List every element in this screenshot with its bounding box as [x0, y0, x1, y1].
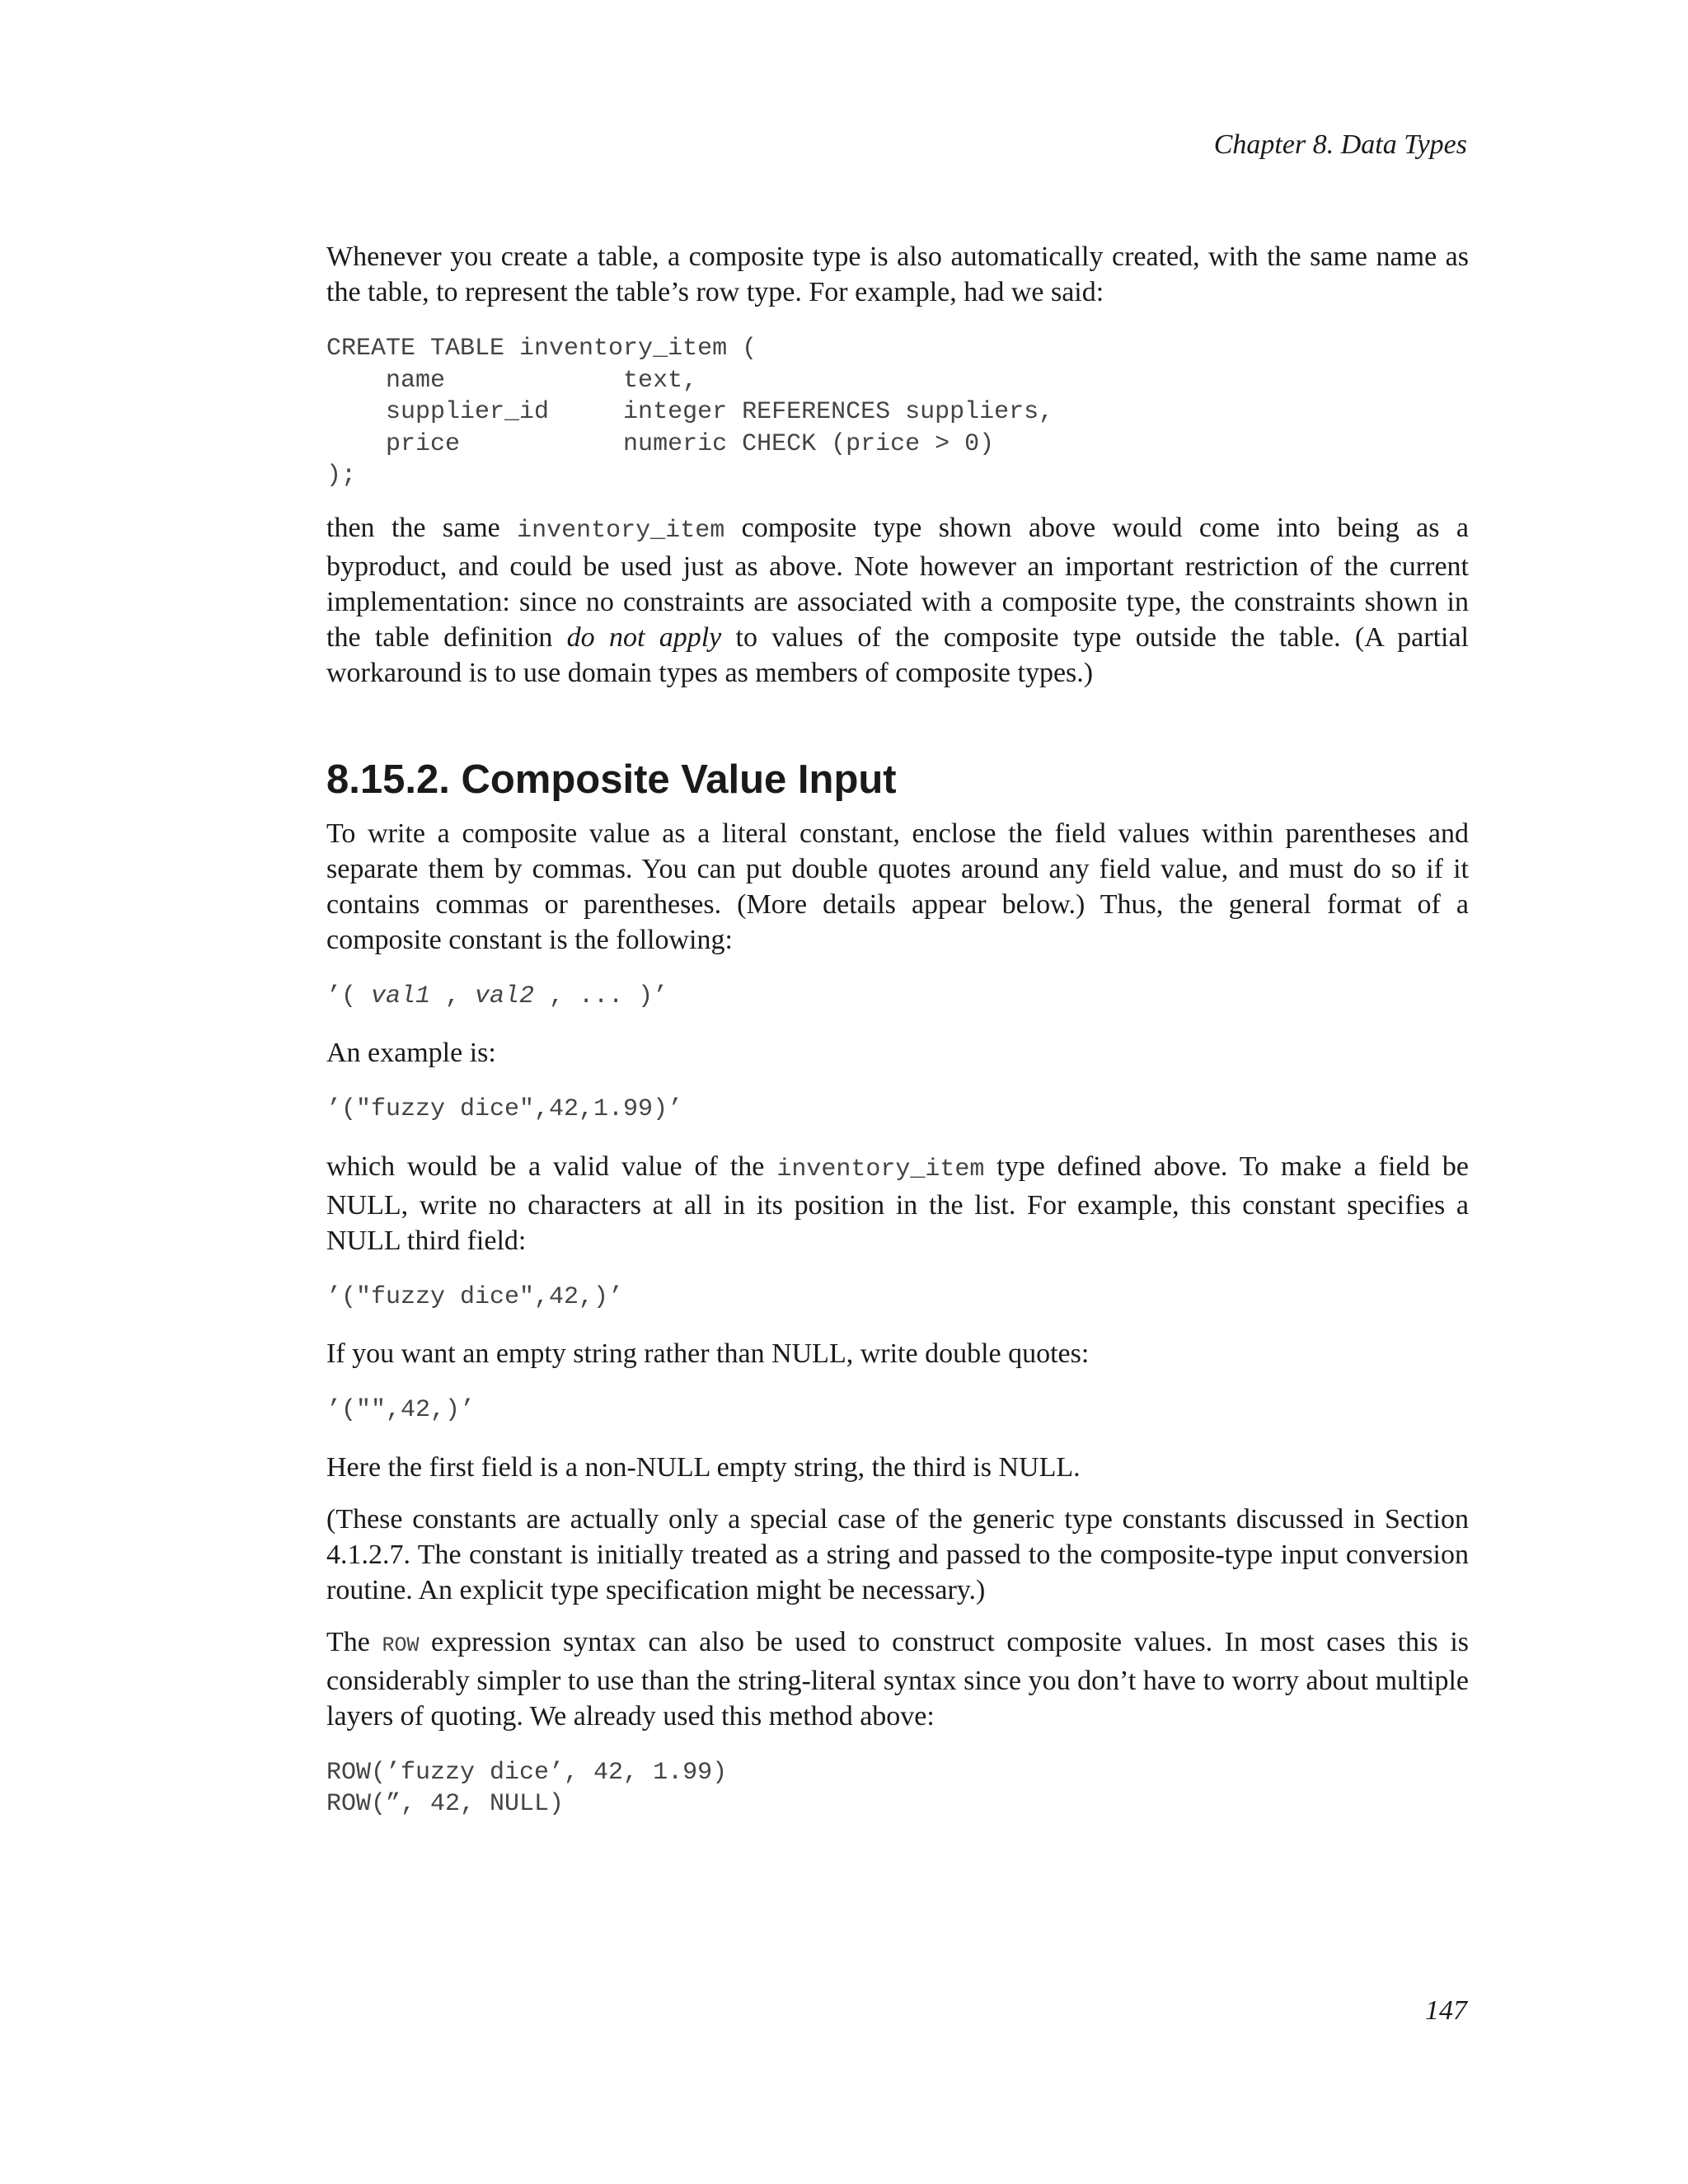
- general-format-code: [326, 981, 1469, 1013]
- page-content: [326, 239, 1469, 1837]
- empty-string-paragraph: If you want an empty string rather than NULL, write double quotes:: [326, 1338, 1090, 1369]
- row-syntax-paragraph: [326, 1624, 1469, 1734]
- inline-code: ROW: [382, 1633, 420, 1657]
- text-span: composite type shown above would come into being as a byproduct, and could be used just as above. Note however an important restriction of the current implementation: since no constraints are associated with a composite type, the constraints shown in the table definition: [326, 512, 1469, 653]
- intro-paragraph: Whenever you create a table, a composite type is also automatically created, with the same name as the table, to represent the table’s row type. For example, had we said:: [326, 241, 1469, 307]
- inline-code: inventory_item: [517, 516, 725, 545]
- emphasis: do not apply: [566, 621, 722, 653]
- constants-note-paragraph: (These constants are actually only a special case of the generic type constants discussed in Section 4.1.2.7. The constant is initially treated as a string and passed to the composite-type input conversion routine. An explicit type specification might be necessary.): [326, 1503, 1469, 1605]
- placeholder-val1: val1: [371, 982, 431, 1010]
- text-span: which would be a valid value of the: [326, 1151, 777, 1182]
- running-header: Chapter 8. Data Types: [1213, 129, 1467, 160]
- page-number: 147: [1425, 1995, 1467, 2026]
- create-table-code-block: CREATE TABLE inventory_item ( name text, supplier_id integer REFERENCES suppliers, price numeric CHECK (price > 0) );: [326, 335, 1054, 490]
- text-span: to values of the composite type outside the table. (A partial workaround is to use domain types as members of composite types.): [326, 621, 1470, 688]
- code-text: ,: [430, 982, 476, 1010]
- restriction-paragraph: [326, 510, 1469, 691]
- inline-code: inventory_item: [776, 1155, 985, 1183]
- literal-constant-paragraph: To write a composite value as a literal constant, enclose the field values within parentheses and separate them by commas. You can put double quotes around any field value, and must do so if it contains commas or parentheses. (More details appear below.) Thus, the general format of a composite constant is the following:: [326, 818, 1469, 955]
- section-heading: 8.15.2. Composite Value Input: [326, 757, 897, 802]
- text-span: then the same: [326, 512, 518, 543]
- example-intro: An example is:: [326, 1038, 496, 1068]
- text-span: type defined above. To make a field be NULL, write no characters at all in its position in the list. For example, this constant specifies a NULL third field:: [326, 1151, 1469, 1256]
- text-span: The: [326, 1626, 382, 1657]
- text-span: expression syntax can also be used to construct composite values. In most cases this is considerably simpler to use than the string-literal syntax since you don’t have to worry about multiple layers of quoting. We already used this method above:: [326, 1626, 1470, 1732]
- example-code: ’("fuzzy dice",42,1.99)’: [326, 1095, 683, 1123]
- null-field-code: ’("fuzzy dice",42,)’: [326, 1282, 624, 1311]
- code-text: , ... )’: [534, 982, 668, 1010]
- placeholder-val2: val2: [475, 982, 535, 1010]
- row-example-code: ROW(’fuzzy dice’, 42, 1.99) ROW(”, 42, NULL): [326, 1758, 728, 1818]
- code-text: ’(: [326, 982, 372, 1010]
- explanation-paragraph: Here the first field is a non-NULL empty string, the third is NULL.: [326, 1451, 1081, 1483]
- empty-string-code: ’("",42,)’: [326, 1396, 476, 1424]
- null-field-paragraph: [326, 1149, 1469, 1258]
